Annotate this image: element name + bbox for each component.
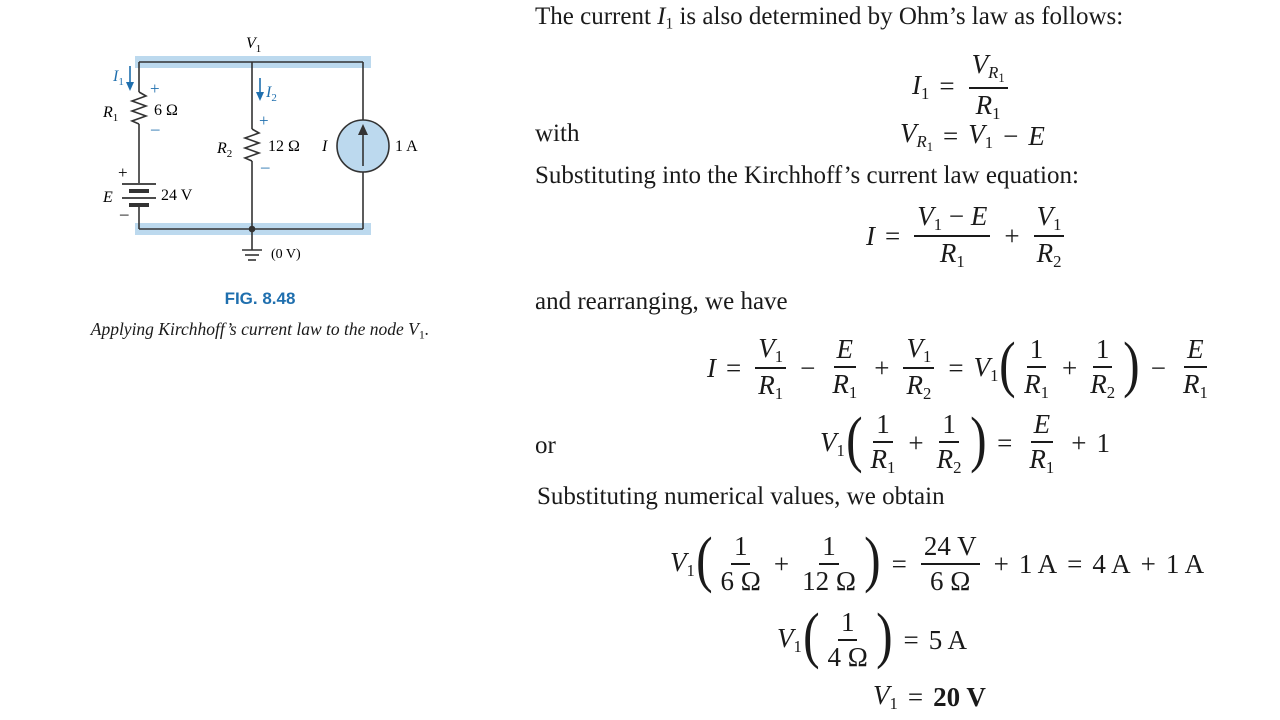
ground-label: (0 V) [271, 247, 301, 262]
i-name: I [322, 138, 328, 155]
substituting-kcl-sentence: Substituting into the Kirchhoff’s current law equation: [535, 162, 1079, 189]
equation-v1-quarter: $V_1$ ( $\frac{1}{4 \Omega}$ ) = 5 A [777, 602, 968, 672]
r1-value: 6 Ω [154, 102, 178, 119]
substituting-numeric-sentence: Substituting numerical values, we obtain [537, 483, 945, 510]
figure-number: FIG. 8.48 [224, 289, 296, 308]
or-label: or [535, 432, 556, 459]
node-v1-label: $V_1$ [246, 35, 262, 55]
e-plus-sign: + [118, 163, 128, 182]
r1-minus-sign: – [151, 119, 160, 138]
i1-label: $I_1$ [113, 68, 124, 88]
with-label: with [535, 120, 580, 147]
i-value: 1 A [395, 138, 418, 155]
r1-name: $R_1$ [103, 104, 119, 124]
r2-resistor-symbol [245, 129, 259, 161]
figure-caption: Applying Kirchhoff’s current law to the node $V_1$. [90, 319, 430, 342]
circuit-diagram [0, 0, 520, 290]
r2-minus-sign: – [261, 157, 270, 176]
equation-ohms-law: $I_1$ = $\frac{V_{R_1}}{R_1}$ [912, 50, 1012, 123]
e-minus-sign: – [120, 204, 129, 223]
intro-sentence: The current $I_1$ is also determined by Ohm’s law as follows: [535, 3, 1124, 33]
equation-numeric: $V_1$ ( $\frac{1}{6 \Omega}$ + $\frac{1}{12 \Omega}$ ) = $\frac{24 V}{6 \Omega}$ + 1 A = 4 A + 1 A [670, 526, 1205, 596]
r2-value: 12 Ω [268, 138, 300, 155]
e-value: 24 V [161, 187, 193, 204]
battery-symbol [122, 184, 156, 205]
i2-label: $I_2$ [266, 84, 277, 104]
equation-v1-form: $V_1$ ( $\frac{1}{R_1}$ + $\frac{1}{R_2}$ ) = $\frac{E}{R_1}$ + 1 [820, 405, 1111, 477]
equation-v1-result: $V_1$ = 20 V [873, 680, 986, 714]
r2-name: $R_2$ [217, 140, 233, 160]
equation-kcl-substituted: I = $\frac{V_1 - E}{R_1}$ + $\frac{V_1}{R_2}$ [866, 202, 1068, 272]
rearranging-sentence: and rearranging, we have [535, 288, 788, 315]
r1-plus-sign: + [150, 79, 160, 98]
equation-vr1: $V_{R_1}$ = $V_1$ − E [900, 118, 1045, 154]
current-source-symbol [337, 120, 389, 172]
equation-rearranged: I = $\frac{V_1}{R_1}$ − $\frac{E}{R_1}$ + $\frac{V_1}{R_2}$ = $V_1$ ( $\frac{1}{R_1}$ + $\frac{1}{R_2}$ ) − $\frac{E}{R_1}$ [707, 330, 1208, 404]
i1-current-arrow [126, 66, 134, 91]
i2-current-arrow [256, 78, 264, 101]
r1-resistor-symbol [132, 92, 146, 124]
r2-plus-sign: + [259, 111, 269, 130]
e-name: E [103, 189, 113, 206]
